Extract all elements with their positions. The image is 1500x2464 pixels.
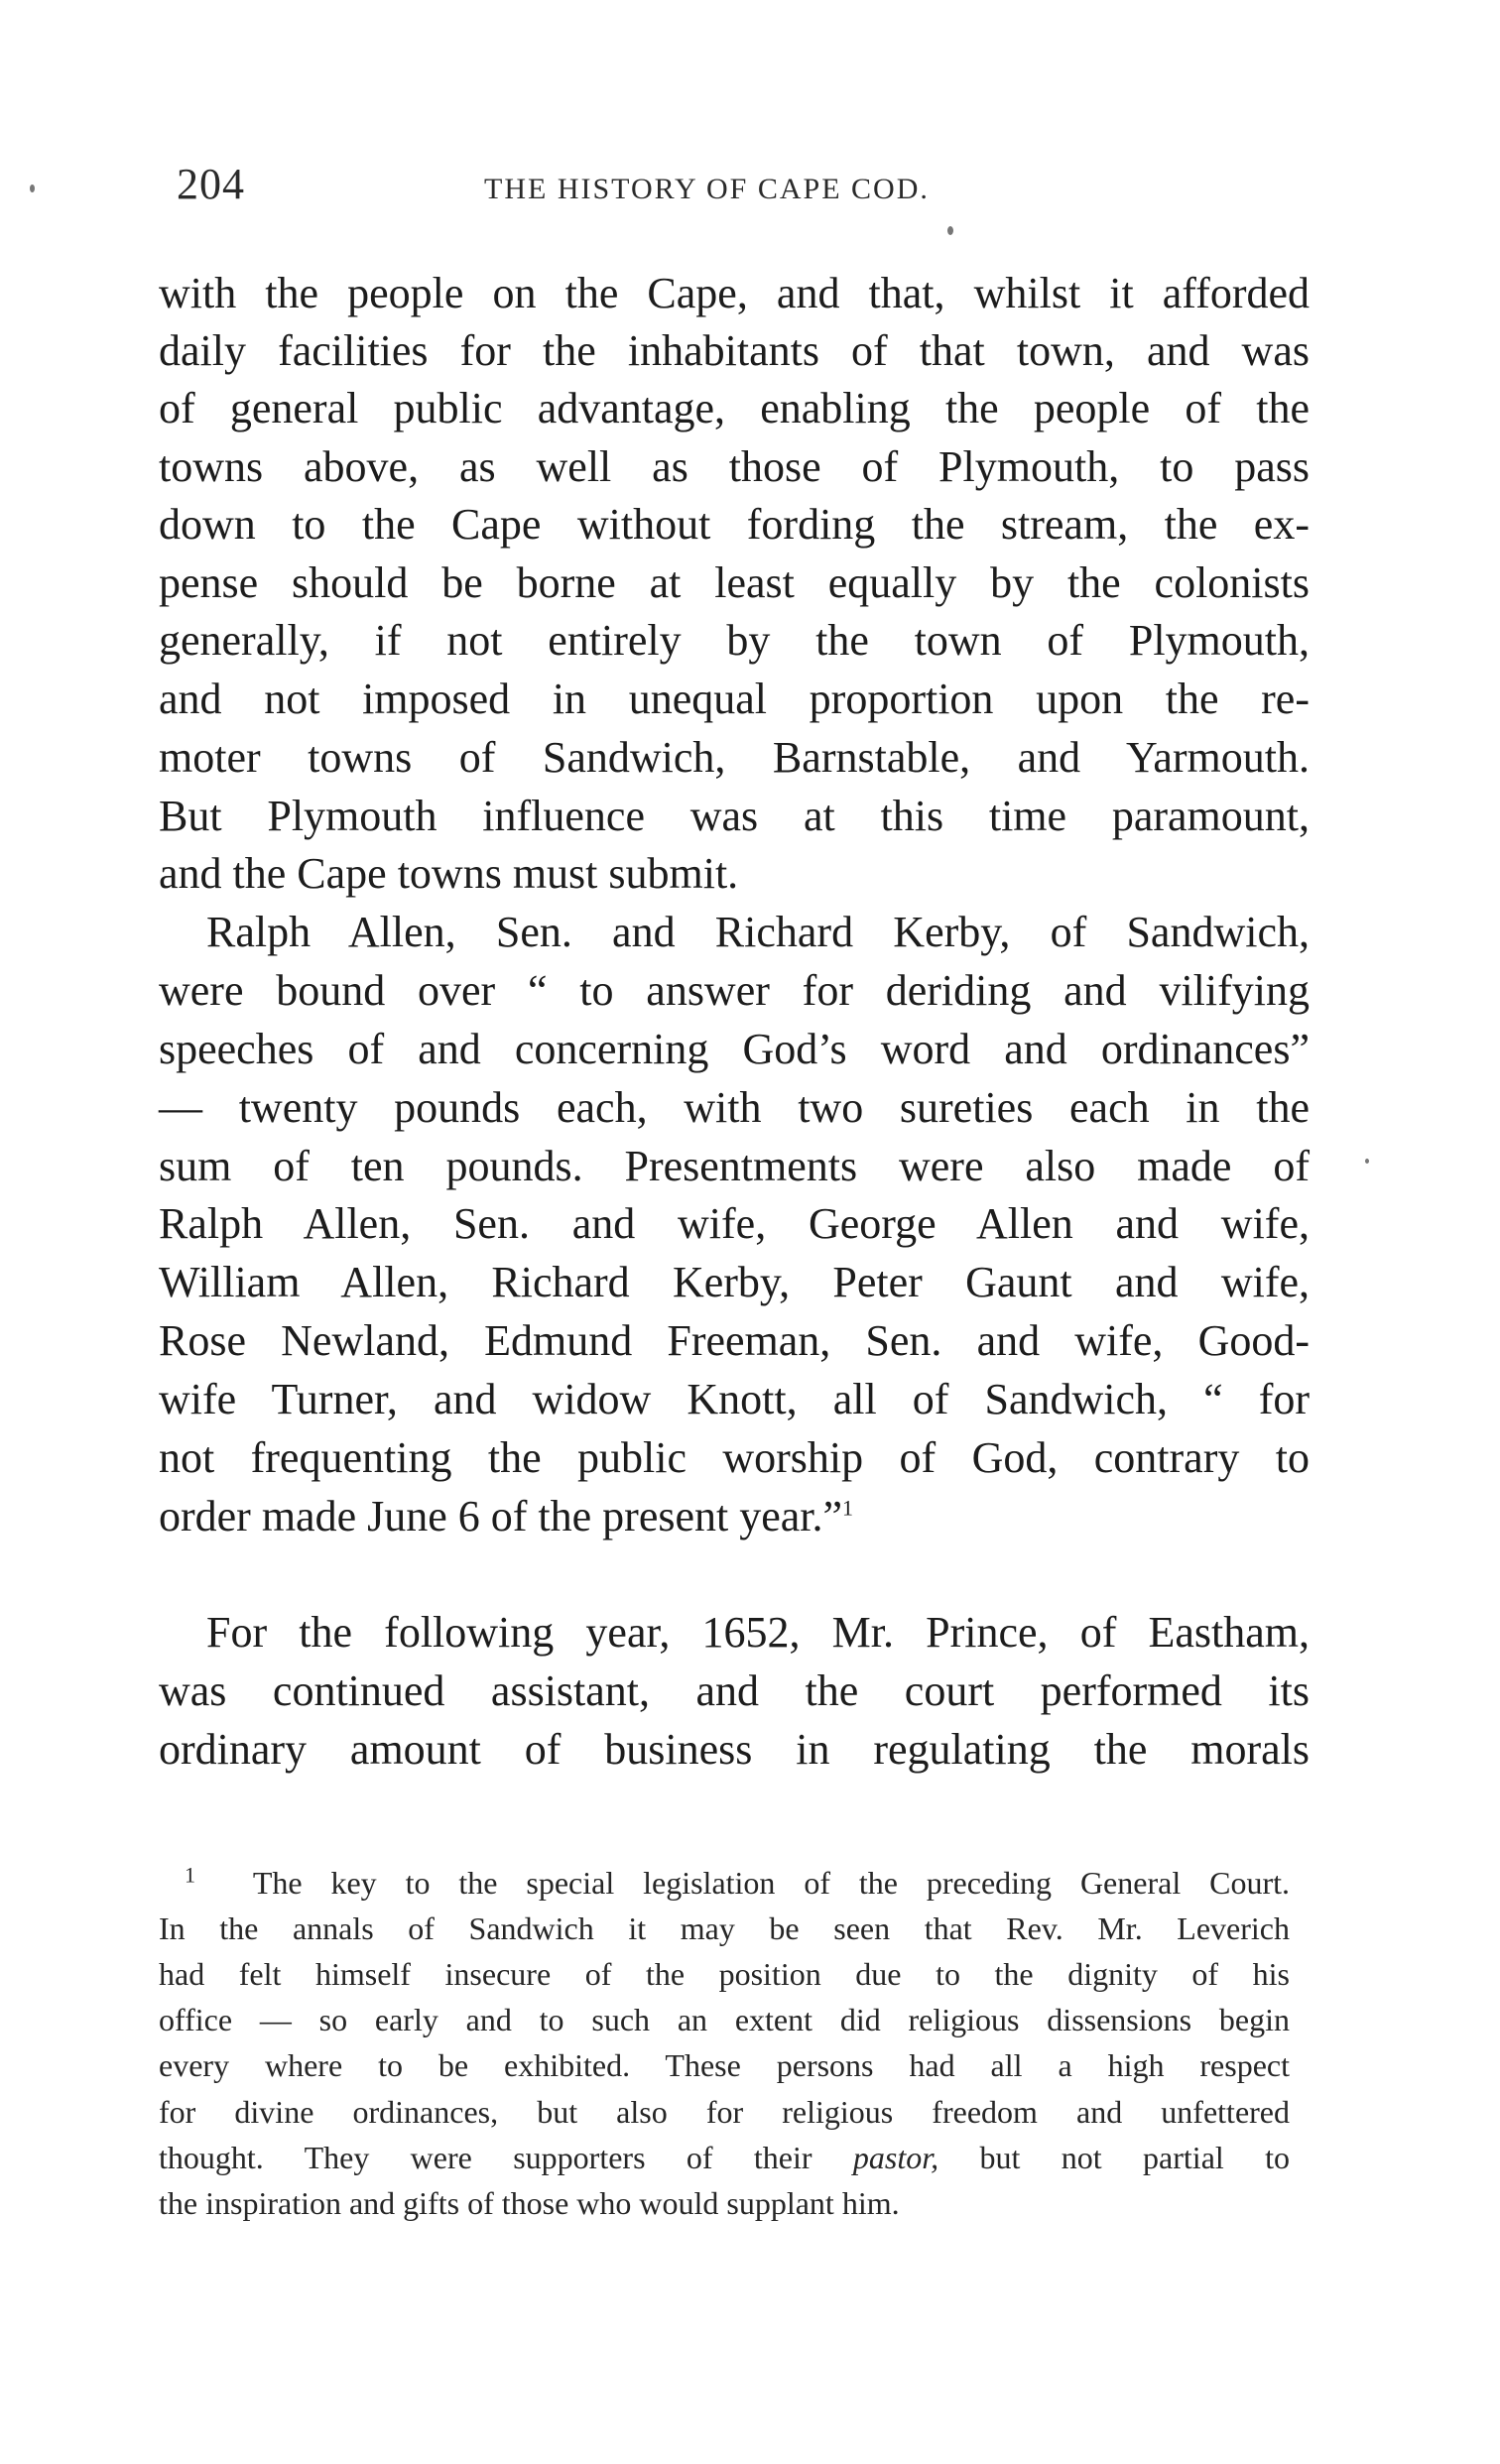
footnote-line (159, 2137, 1290, 2178)
body-line: Ralph Allen, Sen. and Richard Kerby, of Sandwich, (206, 908, 1310, 956)
footnote-line: the inspiration and gifts of those who would supplant him. (159, 2185, 900, 2221)
body-line: William Allen, Richard Kerby, Peter Gaunt and wife, (159, 1258, 1310, 1306)
print-speck (947, 226, 953, 235)
body-line: pense should be borne at least equally by the colonists (159, 558, 1310, 607)
body-line: generally, if not entirely by the town of Plymouth, (159, 616, 1310, 665)
body-line: But Plymouth influence was at this time paramount, (159, 792, 1310, 840)
footnote-emphasis: pastor, (852, 2140, 939, 2175)
body-line: — twenty pounds each, with two sureties each in the (159, 1083, 1310, 1132)
body-line: daily facilities for the inhabitants of that town, and was (159, 326, 1310, 375)
body-line: moter towns of Sandwich, Barnstable, and Yarmouth. (159, 733, 1310, 782)
body-line: wife Turner, and widow Knott, all of Sandwich, “ for (159, 1375, 1310, 1423)
body-line: not frequenting the public worship of God, contrary to (159, 1433, 1310, 1482)
footnote-text: The key to the special legislation of the preceding General Court. (252, 1865, 1291, 1901)
footnote-line: for divine ordinances, but also for religious freedom and unfettered (159, 2094, 1290, 2130)
footnote-line: office — so early and to such an extent did religious dissensions begin (159, 2002, 1290, 2037)
body-line-text: order made June 6 of the present year.” (159, 1492, 843, 1540)
footnote-line: In the annals of Sandwich it may be seen that Rev. Mr. Leverich (159, 1910, 1290, 1946)
print-speck (1365, 1159, 1369, 1164)
body-line: and the Cape towns must submit. (159, 849, 739, 898)
page-header (177, 159, 1308, 218)
footnote-text: but not partial to (979, 2140, 1291, 2175)
page-number: 204 (177, 160, 245, 208)
body-line: down to the Cape without fording the stream, the ex- (159, 500, 1310, 549)
body-line: and not imposed in unequal proportion upon the re- (159, 675, 1310, 723)
footnote-line: had felt himself insecure of the position due to the dignity of his (159, 1956, 1290, 1992)
body-line: Rose Newland, Edmund Freeman, Sen. and wife, Good- (159, 1316, 1310, 1365)
body-line (159, 1489, 1310, 1544)
footnote-line: every where to be exhibited. These persons had all a high respect (159, 2047, 1290, 2083)
footnote-marker: 1 (185, 1862, 195, 1888)
body-line: was continued assistant, and the court performed its (159, 1666, 1310, 1715)
body-line: speeches of and concerning God’s word and ordinances” (159, 1025, 1310, 1073)
body-line: ordinary amount of business in regulating the morals (159, 1725, 1310, 1774)
body-line: Ralph Allen, Sen. and wife, George Allen and wife, (159, 1199, 1310, 1248)
footnote-text: thought. They were supporters of their (159, 2140, 812, 2175)
body-line: For the following year, 1652, Mr. Prince, of Eastham, (206, 1608, 1310, 1657)
print-speck (30, 185, 35, 192)
body-line: of general public advantage, enabling the people of the (159, 384, 1310, 432)
footnote-reference: 1 (842, 1495, 854, 1521)
body-line: towns above, as well as those of Plymouth, to pass (159, 442, 1310, 491)
body-line: with the people on the Cape, and that, whilst it afforded (159, 269, 1310, 317)
footnote-line (185, 1862, 1290, 1904)
running-title: THE HISTORY OF CAPE COD. (484, 173, 930, 205)
body-line: sum of ten pounds. Presentments were also made of (159, 1142, 1310, 1190)
body-line: were bound over “ to answer for deriding and vilifying (159, 966, 1310, 1015)
